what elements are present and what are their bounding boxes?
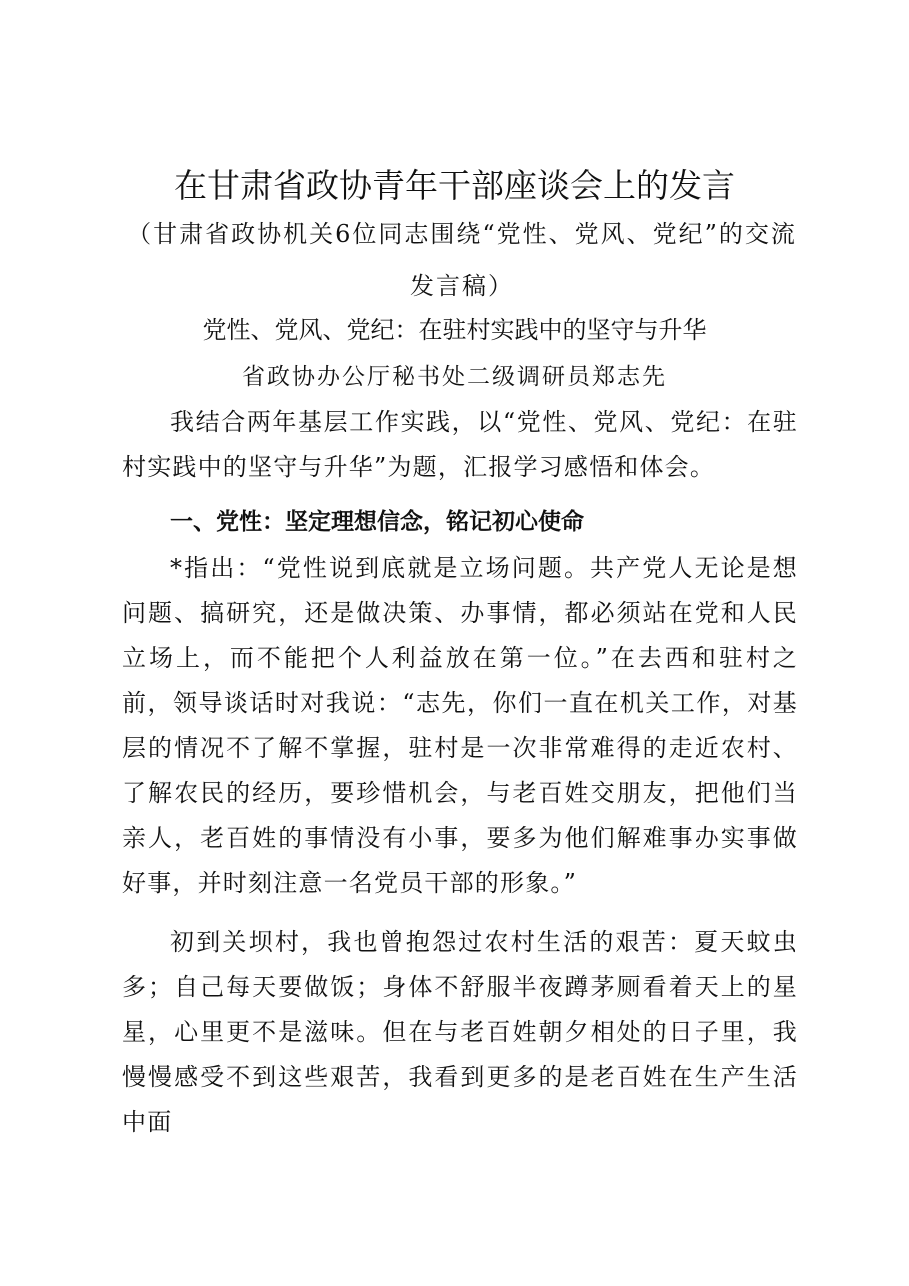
speech-title: 党性、党风、党纪：在驻村实践中的坚守与升华 — [202, 316, 707, 344]
document-subtitle: （甘肃省政协机关6位同志围绕“党性、党风、党纪”的交流发言稿） — [127, 220, 797, 300]
document-title: 在甘肃省政协青年干部座谈会上的发言 — [174, 166, 735, 205]
section-heading: 一、党性：坚定理想信念，铭记初心使命 — [170, 509, 584, 535]
author-byline: 省政协办公厅秘书处二级调研员郑志先 — [242, 364, 667, 390]
body-paragraph: *指出：“党性说到底就是立场问题。共产党人无论是想问题、搞研究，还是做决策、办事情，都必须站在党和人民立场上，而不能把个人利益放在第一位。”在去西和驻村之前，领导谈话时对我说：“志先，你们一直在机关工作，对基层的情况不了解不掌握，驻村是一次非常难得的走近农村、了解农民的经历，要珍惜机会，与老百姓交朋友，把他们当亲人，老百姓的事情没有小事，要多为他们解难事办实事做好事，并时刻注意一名党员干部的形象。” — [122, 554, 798, 897]
body-paragraph: 初到关坝村，我也曾抱怨过农村生活的艰苦：夏天蚊虫多；自己每天要做饭；身体不舒服半夜蹲茅厕看着天上的星星，心里更不是滋味。但在与老百姓朝夕相处的日子里，我慢慢感受不到这些艰苦，我看到更多的是老百姓在生产生活中面 — [122, 928, 798, 1136]
intro-paragraph: 我结合两年基层工作实践，以“党性、党风、党纪：在驻村实践中的坚守与升华”为题，汇报学习感悟和体会。 — [122, 408, 798, 481]
